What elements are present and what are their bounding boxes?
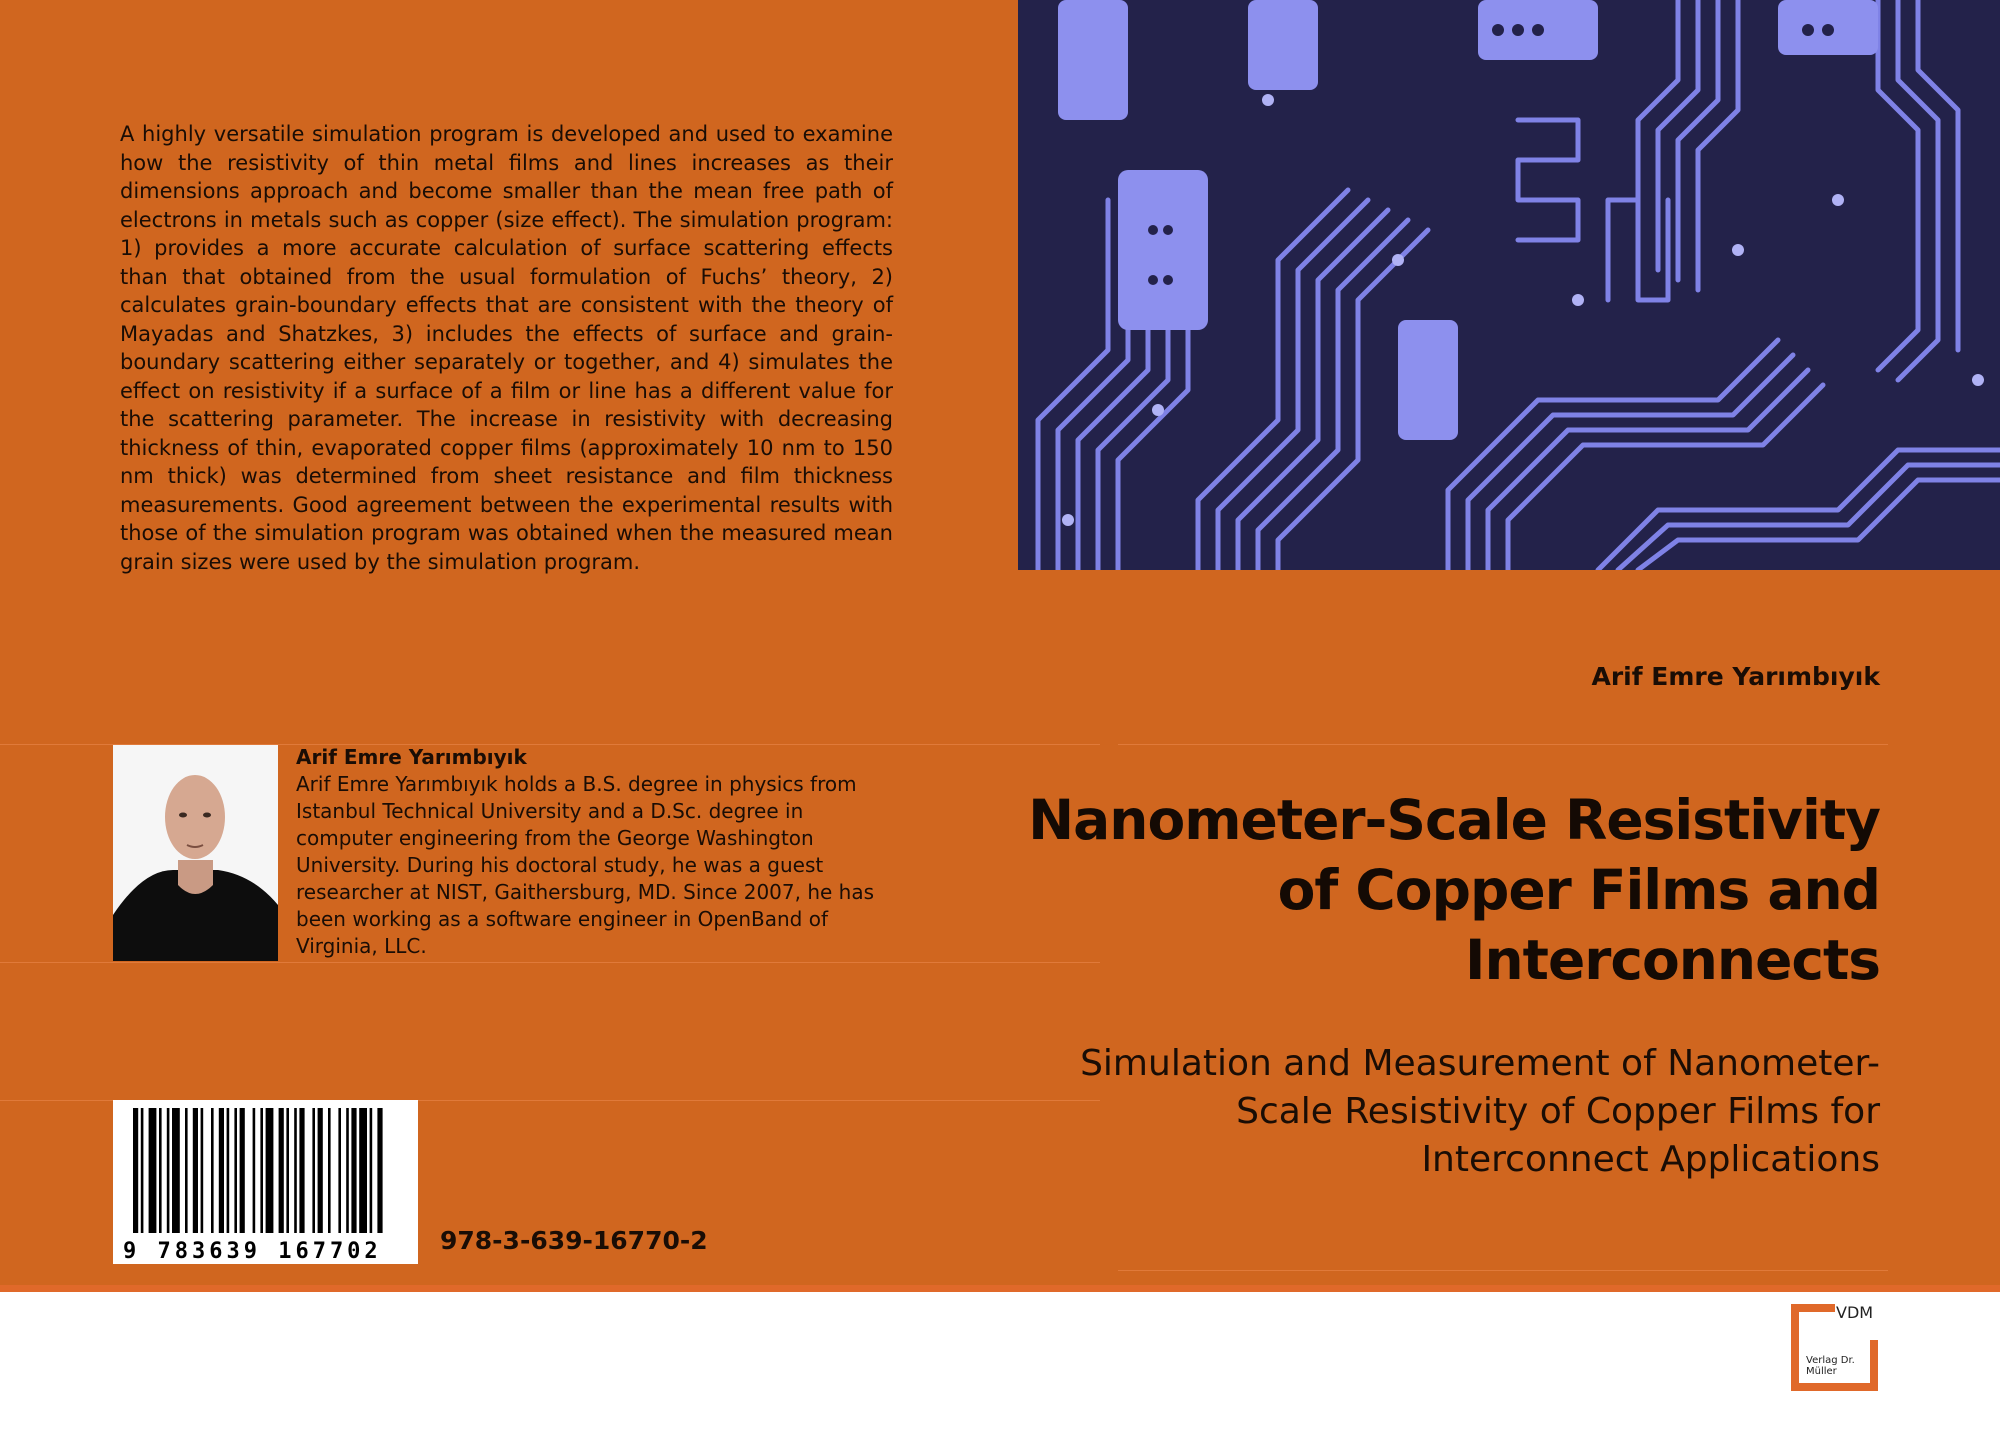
barcode-bar xyxy=(133,1108,138,1233)
barcode-bar xyxy=(279,1108,284,1233)
barcode xyxy=(113,1100,418,1264)
barcode-bar xyxy=(172,1108,180,1233)
divider-line xyxy=(1118,1270,1888,1271)
barcode-bar xyxy=(266,1108,274,1233)
barcode-bar xyxy=(141,1108,144,1233)
barcode-bar xyxy=(201,1108,204,1233)
author-name: Arif Emre Yarımbıyık xyxy=(1591,662,1880,691)
barcode-bar xyxy=(185,1108,188,1233)
publisher-subname: Verlag Dr. Müller xyxy=(1806,1355,1855,1377)
barcode-bars xyxy=(113,1100,418,1264)
barcode-bar xyxy=(318,1108,323,1233)
bottom-band xyxy=(0,1292,2000,1455)
barcode-bar xyxy=(346,1108,349,1233)
isbn: 978-3-639-16770-2 xyxy=(440,1226,708,1255)
circuit-board-image xyxy=(1018,0,2000,570)
barcode-bar xyxy=(149,1108,157,1233)
bio-author-name: Arif Emre Yarımbıyık xyxy=(296,745,527,769)
barcode-bar xyxy=(328,1108,331,1233)
barcode-bar xyxy=(234,1108,237,1233)
author-photo xyxy=(113,745,278,961)
author-portrait xyxy=(113,745,278,961)
book-title: Nanometer-Scale Resistivity of Copper Films and Interconnects xyxy=(1028,788,1880,992)
barcode-bar xyxy=(167,1108,170,1233)
circuit-board-illustration xyxy=(1018,0,2000,570)
divider-line xyxy=(1118,744,1888,745)
barcode-bar xyxy=(286,1108,289,1233)
book-subtitle: Simulation and Measurement of Nanometer-Scale Resistivity of Copper Films for Interconnect Applications xyxy=(1080,1043,1880,1180)
barcode-bar xyxy=(193,1108,198,1233)
barcode-bar xyxy=(312,1108,315,1233)
barcode-bar xyxy=(260,1108,263,1233)
publisher-name: VDM xyxy=(1836,1303,1874,1322)
barcode-bar xyxy=(227,1108,230,1233)
bio-text: Arif Emre Yarımbıyık holds a B.S. degree in physics from Istanbul Technical University and a D.Sc. degree in computer engineering from the George Washington University. During his doctoral study, he was a guest researcher at NIST, Gaithersburg, MD. Since 2007, he has been working as a software engineer in OpenBand of Virginia, LLC. xyxy=(296,772,875,958)
barcode-digits: 9 783639 167702 xyxy=(123,1239,382,1264)
barcode-bar xyxy=(240,1108,245,1233)
barcode-bar xyxy=(294,1108,297,1233)
barcode-bar xyxy=(211,1108,214,1233)
barcode-bar xyxy=(253,1108,256,1233)
barcode-bar xyxy=(219,1108,224,1233)
divider-line xyxy=(0,962,1100,963)
barcode-bar xyxy=(370,1108,373,1233)
bottom-stripe xyxy=(0,1285,2000,1292)
back-cover-blurb: A highly versatile simulation program is developed and used to examine how the resistivity of thin metal films and lines increases as their dimensions approach and become smaller than the mean free path of electrons in metals such as copper (size effect). The simulation program: 1) provides a more accurate calculation of surface scattering effects than that obtained from the usual formulation of Fuchs’ theory, 2) calculates grain-boundary effects that are consistent with the theory of Mayadas and Shatzkes, 3) includes the effects of surface and grain-boundary scattering either separately or together, and 4) simulates the effect on resistivity if a surface of a film or line has a different value for the scattering parameter. The increase in resistivity with decreasing thickness of thin, evaporated copper films (approximately 10 nm to 150 nm thick) was determined from sheet resistance and film thickness measurements. Good agreement between the experimental results with those of the simulation program was obtained when the measured mean grain sizes were used by the simulation program. xyxy=(120,122,893,574)
barcode-bar xyxy=(359,1108,367,1233)
barcode-bar xyxy=(159,1108,162,1233)
barcode-bar xyxy=(338,1108,341,1233)
barcode-bar xyxy=(377,1108,382,1233)
barcode-bar xyxy=(299,1108,304,1233)
barcode-bar xyxy=(351,1108,356,1233)
